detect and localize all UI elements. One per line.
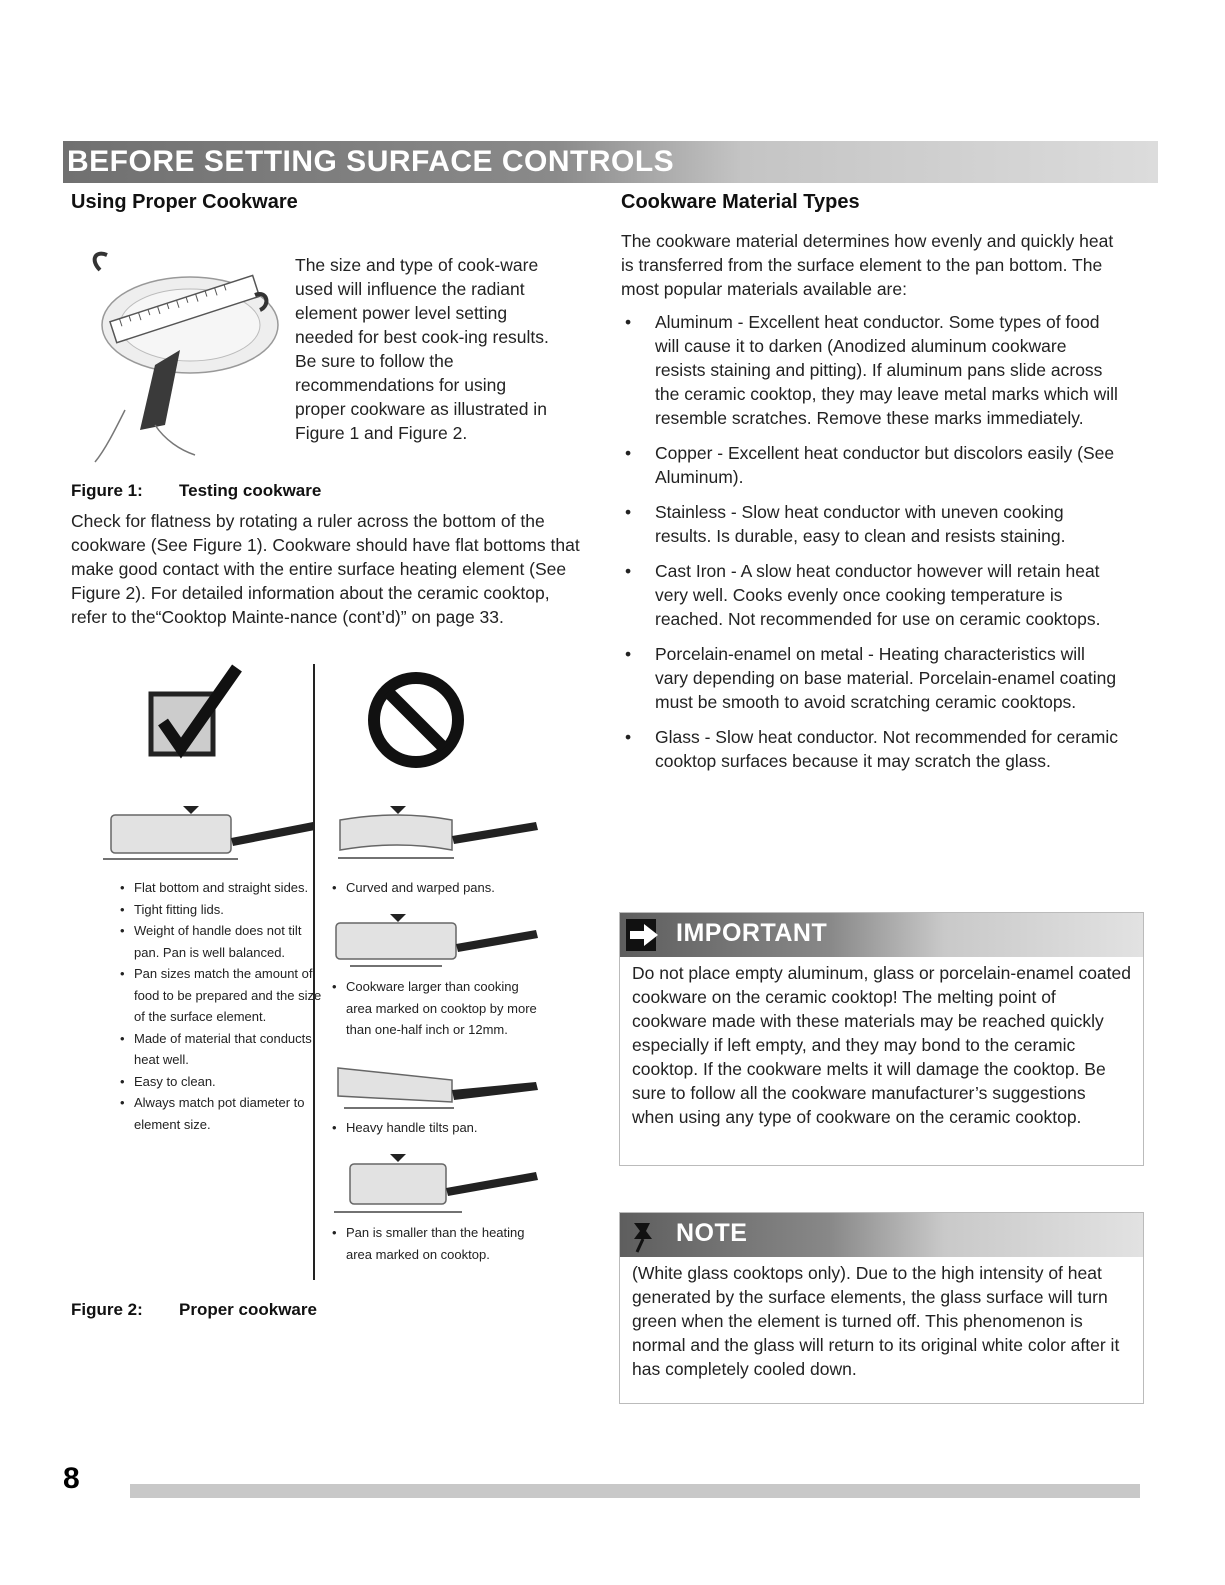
material-item: • Glass - Slow heat conductor. Not recommended for ceramic cooktop surfaces because it may scratch the glass. bbox=[621, 725, 1121, 773]
important-title: IMPORTANT bbox=[676, 919, 828, 947]
intro-text: The size and type of cook-ware used will influence the radiant element power level setting needed for best cook-ing results. Be sure to follow the recommendations for using proper cookware as illustrated in Figure 1 and Figure 2. bbox=[295, 255, 549, 443]
note-title: NOTE bbox=[676, 1219, 748, 1247]
good-cookware-list bbox=[118, 877, 324, 1135]
figure1-label: Figure 1: bbox=[71, 481, 143, 500]
footer-bar bbox=[130, 1484, 1140, 1498]
important-box bbox=[619, 912, 1144, 1166]
list-item: • Heavy handle tilts pan. bbox=[346, 1117, 546, 1139]
list-item: • Made of material that conducts heat well. bbox=[134, 1028, 324, 1071]
bad-cookware-item bbox=[330, 1222, 546, 1265]
important-header bbox=[620, 913, 1143, 957]
bad-cookware-item bbox=[330, 877, 546, 899]
figure2-caption bbox=[71, 1300, 317, 1320]
list-item: • Pan is smaller than the heating area marked on cooktop. bbox=[346, 1222, 546, 1265]
list-item: • Cookware larger than cooking area marked on cooktop by more than one-half inch or 12mm. bbox=[346, 976, 546, 1041]
bad-cookware-item bbox=[330, 1117, 546, 1139]
list-item: • Weight of handle does not tilt pan. Pan is well balanced. bbox=[134, 920, 324, 963]
figure1-title: Testing cookware bbox=[179, 481, 322, 500]
material-item: • Aluminum - Excellent heat conductor. Some types of food will cause it to darken (Anodized aluminum cookware resists staining and pitting). If aluminum pans slide across the ceramic cooktop, they may leave metal marks which will resemble scratches. Remove these marks immediately. bbox=[621, 310, 1121, 430]
material-item: • Copper - Excellent heat conductor but discolors easily (See Aluminum). bbox=[621, 441, 1121, 489]
material-item: • Porcelain-enamel on metal - Heating characteristics will vary depending on base material. Porcelain-enamel coating must be smooth to avoid scratching ceramic cooktops. bbox=[621, 642, 1121, 714]
pan-icon bbox=[334, 1062, 549, 1112]
figure2-label: Figure 2: bbox=[71, 1300, 143, 1319]
materials-list bbox=[621, 310, 1121, 784]
arrow-right-icon bbox=[626, 919, 670, 951]
bad-cookware-item bbox=[330, 976, 546, 1041]
prohibited-icon bbox=[366, 670, 466, 770]
material-item: • Cast Iron - A slow heat conductor however will retain heat very well. Cooks evenly once cooking temperature is reached. Not recommended for use on ceramic cooktops. bbox=[621, 559, 1121, 631]
page-title: BEFORE SETTING SURFACE CONTROLS bbox=[67, 145, 675, 178]
left-heading: Using Proper Cookware bbox=[71, 191, 298, 213]
list-item: • Flat bottom and straight sides. bbox=[134, 877, 324, 899]
list-item: • Easy to clean. bbox=[134, 1071, 324, 1093]
figure1-caption bbox=[71, 481, 321, 501]
figure2-title: Proper cookware bbox=[179, 1300, 317, 1319]
flatness-paragraph: Check for flatness by rotating a ruler across the bottom of the cookware (See Figure 1). Cookware should have flat bottoms that make good contact with the entire surface heating element (See Figure 2). For detailed information about the ceramic cooktop, refer to the“Cooktop Mainte-nance (cont’d)” on page 33. bbox=[71, 511, 580, 627]
pan-icon bbox=[334, 800, 549, 862]
checkmark-icon bbox=[145, 664, 245, 759]
note-box bbox=[619, 1212, 1144, 1404]
ruler-rotation-illustration bbox=[85, 250, 280, 465]
list-item: • Tight fitting lids. bbox=[134, 899, 324, 921]
list-item: • Pan sizes match the amount of food to be prepared and the size of the surface element. bbox=[134, 963, 324, 1028]
materials-intro: The cookware material determines how evenly and quickly heat is transferred from the surface element to the pan bottom. The most popular materials available are: bbox=[621, 231, 1114, 299]
list-item: • Curved and warped pans. bbox=[346, 877, 546, 899]
material-item: • Stainless - Slow heat conductor with uneven cooking results. Is durable, easy to clean and resists staining. bbox=[621, 500, 1121, 548]
list-item: • Always match pot diameter to element size. bbox=[134, 1092, 324, 1135]
pan-icon bbox=[103, 800, 318, 862]
section-banner bbox=[63, 141, 1158, 183]
page-number: 8 bbox=[63, 1462, 80, 1495]
note-header bbox=[620, 1213, 1143, 1257]
important-text: Do not place empty aluminum, glass or porcelain-enamel coated cookware on the ceramic cooktop! The melting point of cookware made with these materials may be reached quickly especially if left empty, and they may bond to the ceramic cooktop. If the cookware melts it will damage the cooktop. Be sure to follow all the cookware manufacturer’s suggestions when using any type of cookware on the ceramic cooktop. bbox=[632, 963, 1132, 1127]
note-text: (White glass cooktops only). Due to the high intensity of heat generated by the surface elements, the glass surface will turn green when the element is turned off. This phenomenon is normal and the glass will return to its original white color after it has completely cooled down. bbox=[632, 1263, 1120, 1379]
pan-icon bbox=[334, 1150, 549, 1220]
pushpin-icon bbox=[628, 1219, 658, 1253]
pan-icon bbox=[334, 908, 549, 970]
right-heading: Cookware Material Types bbox=[621, 191, 860, 213]
